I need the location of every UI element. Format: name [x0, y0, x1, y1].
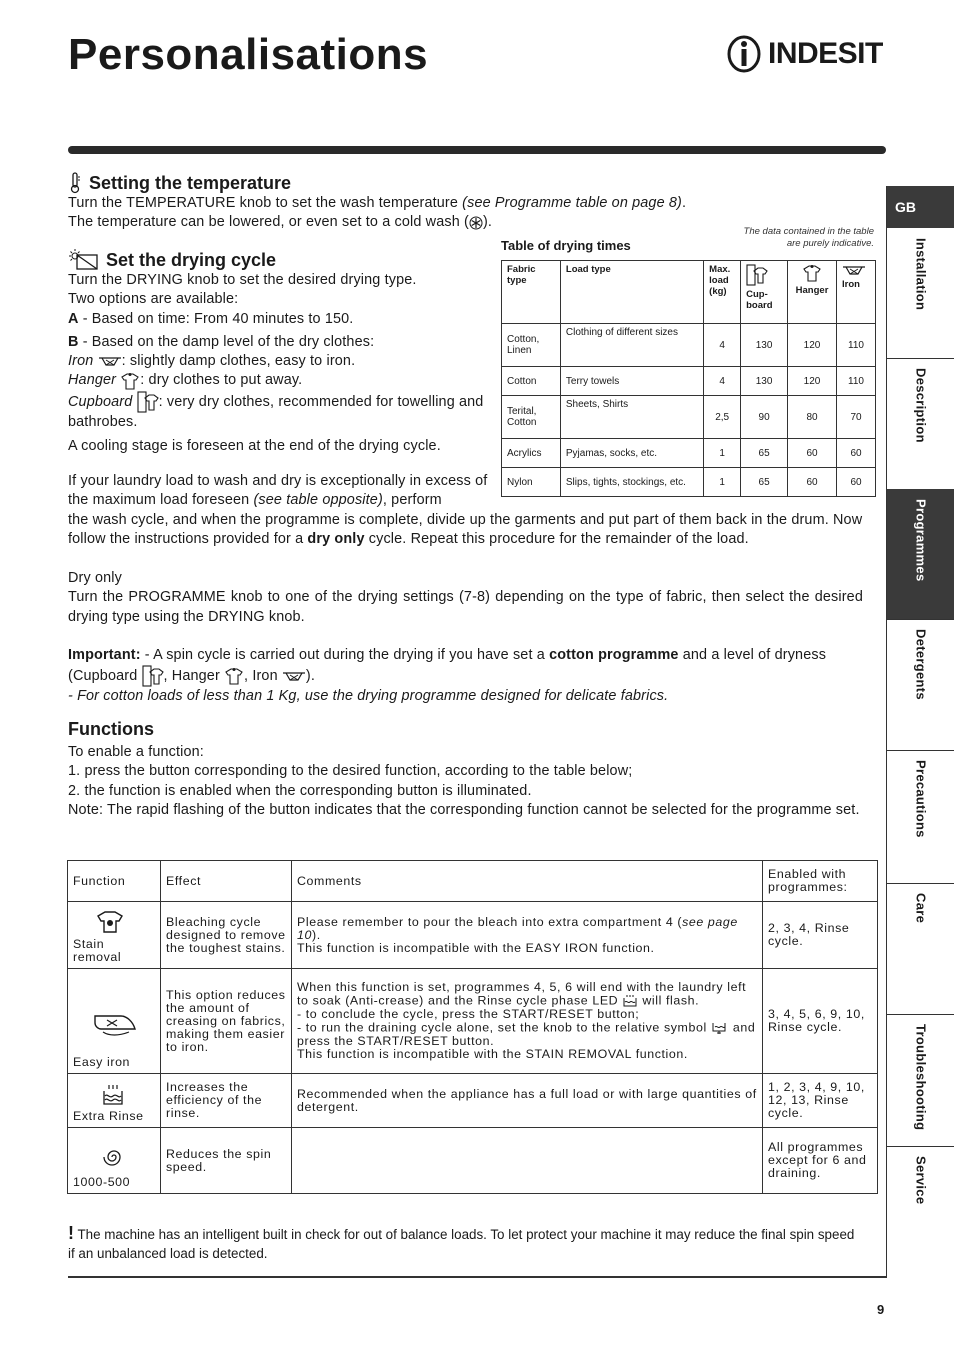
- excess-text-2: [68, 511, 868, 550]
- iron-label: Iron: [68, 353, 94, 370]
- fn-header-programmes: Enabled with programmes:: [763, 861, 878, 902]
- tab-service[interactable]: [887, 1146, 954, 1277]
- dry-cell: Cotton, Linen: [502, 324, 561, 367]
- temperature-text: [68, 194, 728, 233]
- fn-effect: Reduces the spin speed.: [161, 1128, 292, 1194]
- functions-table: [67, 860, 878, 1194]
- fn-comment-part: This function is incompatible with the STAIN REMOVAL function.: [297, 1047, 688, 1061]
- dry-header-load: Load type: [560, 261, 703, 324]
- temperature-line2-end: ).: [482, 214, 493, 231]
- table-row: [68, 969, 878, 1074]
- drying-p2: Two options are available:: [68, 291, 239, 308]
- drying-table-caption: Table of drying times: [501, 238, 631, 253]
- thermometer-icon: [68, 172, 82, 194]
- dry-cell: Terry towels: [560, 367, 703, 396]
- fn-programmes: 2, 3, 4, Rinse cycle.: [763, 902, 878, 969]
- important-text3: , Hanger: [163, 668, 225, 685]
- dry-cell: Pyjamas, socks, etc.: [560, 439, 703, 468]
- cupboard-icon: [137, 391, 159, 413]
- dry-header-fabric: Fabric type: [502, 261, 561, 324]
- fn-comment-part: will flash.: [638, 993, 700, 1008]
- dry-cell: 2,5: [704, 396, 741, 439]
- temperature-line1: Turn the TEMPERATURE knob to set the wash temperature: [68, 195, 463, 211]
- tab-precautions[interactable]: [887, 750, 954, 884]
- tab-label: Programmes: [913, 499, 929, 582]
- dry-cell: 80: [788, 396, 837, 439]
- drying-p1: Turn the DRYING knob to set the desired drying type.: [68, 272, 417, 288]
- dry-cell: 65: [741, 468, 788, 497]
- fn-programmes: All programmes except for 6 and draining.: [763, 1128, 878, 1194]
- warning-icon: !: [68, 1223, 74, 1243]
- fn-comments: [292, 902, 763, 969]
- option-b-letter: B: [68, 333, 79, 350]
- warning-text: The machine has an intelligent built in check for out of balance loads. To let protect your machine it may reduce the final spin speed if an unbalanced load is detected.: [68, 1227, 855, 1261]
- excess-bold: dry only: [307, 531, 365, 548]
- table-row: [502, 396, 876, 439]
- temperature-heading: [68, 172, 291, 194]
- cold-wash-icon: [469, 216, 483, 230]
- tab-label: Precautions: [913, 760, 929, 838]
- cupboard-icon: [746, 264, 768, 286]
- brand-name: INDESIT: [768, 37, 883, 70]
- fn-comment-part: and press the START/RESET button.: [297, 1020, 756, 1048]
- dry-header-iron: [837, 261, 876, 324]
- dry-cell: 130: [741, 324, 788, 367]
- dry-cell: 120: [788, 324, 837, 367]
- important-bold: cotton programme: [549, 647, 679, 663]
- tab-label: Service: [913, 1156, 929, 1205]
- dry-cell: 110: [837, 367, 876, 396]
- header-rule: [68, 146, 886, 154]
- indesit-logo: [726, 34, 883, 74]
- dry-cell: 60: [788, 439, 837, 468]
- tab-programmes[interactable]: [887, 489, 954, 620]
- spin-icon: [103, 1146, 125, 1168]
- temperature-line1-end: .: [681, 195, 687, 211]
- fn-comment-part: - to conclude the cycle, press the START/RESET button;: [297, 1007, 640, 1021]
- fn-programmes: 1, 2, 3, 4, 9, 10, 12, 13, Rinse cycle.: [763, 1074, 878, 1128]
- drying-icon: [68, 248, 100, 272]
- important-italic: - For cotton loads of less than 1 Kg, use the drying programme designed for delicate fabrics.: [68, 688, 669, 705]
- fn-cell-function: [68, 1074, 161, 1128]
- tab-installation[interactable]: [887, 228, 954, 359]
- iron-text: : slightly damp clothes, easy to iron.: [121, 353, 356, 370]
- hanger-icon: [224, 667, 244, 685]
- tab-label: Description: [913, 368, 929, 443]
- important-label: Important:: [68, 647, 141, 663]
- iron-icon: [282, 670, 306, 682]
- hanger-text: : dry clothes to put away.: [140, 372, 303, 389]
- hanger-label: Hanger: [68, 372, 117, 389]
- excess-line3: the wash cycle, and when the programme is complete, divide up the garments and put part of them back in the drum. Now follow the instructions provided for a: [68, 512, 863, 548]
- language-badge: GB: [887, 186, 954, 228]
- table-row: [502, 439, 876, 468]
- fn-comments: Recommended when the appliance has a full load or with large quantities of detergent.: [292, 1074, 763, 1128]
- cupboard-icon: [142, 665, 164, 687]
- footer-rule: [68, 1276, 886, 1278]
- dry-cell: 1: [704, 439, 741, 468]
- iron-icon: [98, 355, 122, 367]
- fn-effect: Bleaching cycle designed to remove the toughest stains.: [161, 902, 292, 969]
- fn-comment-part: see page 10: [297, 914, 738, 942]
- dry-header-cupboard-text: Cup-board: [746, 289, 773, 311]
- dry-cell: 110: [837, 324, 876, 367]
- drying-heading-text: Set the drying cycle: [106, 249, 277, 270]
- page-number: 9: [877, 1302, 885, 1317]
- dry-header-max: Max. load (kg): [704, 261, 741, 324]
- fn-name: Stain removal: [73, 937, 122, 964]
- tab-label: Installation: [913, 238, 929, 311]
- warning-note: [68, 1224, 858, 1263]
- dry-cell: Terital, Cotton: [502, 396, 561, 439]
- tab-detergents[interactable]: [887, 619, 954, 751]
- temperature-line2: The temperature can be lowered, or even set to a cold wash (: [68, 214, 469, 231]
- excess-line4: cycle. Repeat this procedure for the remainder of the load.: [364, 531, 749, 548]
- dry-only-section: [68, 569, 863, 627]
- temperature-ref: (see Programme table on page 8): [462, 195, 682, 211]
- drain-icon: [711, 1021, 729, 1035]
- fn-effect: Increases the efficiency of the rinse.: [161, 1074, 292, 1128]
- important-text5: ).: [305, 668, 315, 685]
- temperature-heading-text: Setting the temperature: [89, 172, 292, 193]
- stain-removal-icon: [95, 910, 125, 934]
- fn-programmes: 3, 4, 5, 6, 9, 10, Rinse cycle.: [763, 969, 878, 1074]
- dry-cell: 60: [788, 468, 837, 497]
- important-text4: , Iron: [244, 668, 282, 685]
- functions-line4: Note: The rapid flashing of the button indicates that the corresponding function cannot be selected for the programme set.: [68, 801, 860, 818]
- table-row: [68, 1074, 878, 1128]
- dry-only-heading: Dry only: [68, 570, 122, 586]
- table-row: [68, 1128, 878, 1194]
- important-section: [68, 646, 863, 707]
- tab-troubleshooting[interactable]: [887, 1014, 954, 1147]
- cupboard-text: : very dry clothes, recommended for towelling and bathrobes.: [68, 393, 484, 430]
- table-row: [502, 367, 876, 396]
- table-row: [502, 468, 876, 497]
- dry-header-cupboard: [741, 261, 788, 324]
- fn-cell-function: [68, 1128, 161, 1194]
- tab-label: Care: [913, 893, 929, 924]
- functions-text: [68, 743, 863, 820]
- fn-header-function: Function: [68, 861, 161, 902]
- excess-ref: (see table opposite): [253, 492, 383, 509]
- drying-table-note: The data contained in the table are purely indicative.: [743, 226, 874, 249]
- dry-cell: 90: [741, 396, 788, 439]
- dry-cell: 4: [704, 367, 741, 396]
- dry-cell: Cotton: [502, 367, 561, 396]
- fn-name: 1000-500: [73, 1175, 131, 1189]
- cooling-text: A cooling stage is foreseen at the end of the drying cycle.: [68, 438, 441, 455]
- dry-cell: 60: [837, 468, 876, 497]
- dry-cell: 4: [704, 324, 741, 367]
- dry-cell: 65: [741, 439, 788, 468]
- dry-only-text: Turn the PROGRAMME knob to one of the drying settings (7-8) depending on the type of fabric, then select the desired drying type using the DRYING knob.: [68, 589, 863, 625]
- fn-effect: This option reduces the amount of creasing on fabrics, making them easier to iron.: [161, 969, 292, 1074]
- hanger-icon: [120, 372, 140, 390]
- cupboard-label: Cupboard: [68, 393, 133, 410]
- functions-heading: [68, 719, 154, 740]
- page-title: Personalisations: [68, 30, 429, 79]
- dry-cell: Clothing of different sizes: [560, 324, 703, 367]
- drying-text: [68, 271, 494, 456]
- dry-header-iron-text: Iron: [842, 279, 860, 290]
- dry-cell: 70: [837, 396, 876, 439]
- fn-comment-part: When this function is set, programmes 4, 5, 6 will end with the laundry left to soak (Anti-crease) and the Rinse cycle phase LED: [297, 980, 747, 1008]
- option-b-text: - Based on the damp level of the dry clothes:: [78, 333, 375, 350]
- important-text1: - A spin cycle is carried out during the drying if you have set a: [140, 647, 550, 663]
- functions-line2: 1. press the button corresponding to the desired function, according to the table below;: [68, 763, 633, 780]
- fn-comment-part: ).: [311, 927, 321, 942]
- fn-comments: [292, 969, 763, 1074]
- excess-text-1: [68, 472, 498, 511]
- dry-cell: Nylon: [502, 468, 561, 497]
- tab-label: Troubleshooting: [913, 1024, 929, 1131]
- dry-cell: Acrylics: [502, 439, 561, 468]
- dry-cell: 60: [837, 439, 876, 468]
- option-a-letter: A: [68, 310, 79, 327]
- fn-comment-part: - to run the draining cycle alone, set the knob to the relative symbol: [297, 1020, 711, 1035]
- functions-heading-text: Functions: [68, 719, 154, 739]
- drying-heading: [68, 248, 276, 272]
- fn-header-effect: Effect: [161, 861, 292, 902]
- extra-rinse-icon: [101, 1084, 125, 1106]
- section-tabs: [886, 186, 954, 1278]
- dry-cell: 1: [704, 468, 741, 497]
- indesit-logo-icon: [726, 34, 762, 74]
- fn-comment-part: Please remember to pour the bleach into extra compartment 4 (: [297, 914, 683, 929]
- fn-name: Extra Rinse: [73, 1109, 144, 1123]
- hanger-icon: [802, 264, 822, 282]
- functions-line3: 2. the function is enabled when the corresponding button is illuminated.: [68, 782, 532, 799]
- fn-header-comments: Comments: [292, 861, 763, 902]
- fn-comment-part: This function is incompatible with the EASY IRON function.: [297, 940, 655, 955]
- dry-cell: 130: [741, 367, 788, 396]
- important-text2: and a level of dryness (Cupboard: [68, 647, 827, 685]
- iron-icon: [842, 264, 866, 276]
- tab-label: Detergents: [913, 629, 929, 700]
- fn-comments: [292, 1128, 763, 1194]
- easy-iron-icon: [93, 1010, 137, 1036]
- excess-line2: , perform: [382, 492, 442, 509]
- tab-description[interactable]: [887, 358, 954, 490]
- dry-header-hanger: [788, 261, 837, 324]
- fn-cell-function: [68, 902, 161, 969]
- functions-line1: To enable a function:: [68, 744, 204, 760]
- fn-cell-function: [68, 969, 161, 1074]
- option-a-text: - Based on time: From 40 minutes to 150.: [78, 310, 354, 327]
- excess-line1: If your laundry load to wash and dry is exceptionally in excess of the maximum load foreseen: [68, 473, 488, 509]
- dry-cell: 120: [788, 367, 837, 396]
- tab-care[interactable]: [887, 883, 954, 1015]
- fn-name: Easy iron: [73, 1055, 131, 1069]
- dry-header-hanger-text: Hanger: [795, 285, 829, 296]
- dry-cell: Sheets, Shirts: [560, 396, 703, 439]
- rinse-icon: [622, 994, 638, 1008]
- table-row: [502, 324, 876, 367]
- table-row: [68, 902, 878, 969]
- drying-times-table: [501, 260, 876, 497]
- dry-cell: Slips, tights, stockings, etc.: [560, 468, 703, 497]
